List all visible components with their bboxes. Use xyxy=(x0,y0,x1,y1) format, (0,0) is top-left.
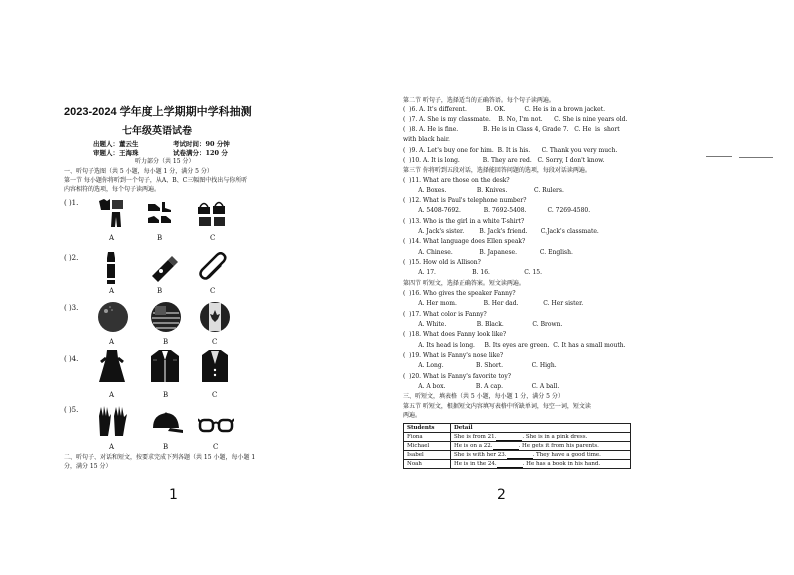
detail-before: He is on a 22. xyxy=(454,442,493,449)
list-item: A. Its head is long. B. Its eyes are green. C. It has a small mouth. xyxy=(403,342,626,349)
list-item: ( )6. A. It's different. B. OK. C. He is in a brown jacket. xyxy=(403,106,606,113)
detail-before: She is from 21. xyxy=(454,433,497,440)
part3-heading: 第三节 你将听到五段对话，选择能回答问题的选项，每段对话读两遍。 xyxy=(403,167,591,174)
option-label: A xyxy=(109,287,115,295)
list-item: ( )19. What is Fanny's nose like? xyxy=(403,352,504,359)
student-name: Michael xyxy=(404,442,451,451)
section1-instruction-2: 内容相符的选项，每个句子读两遍。 xyxy=(64,186,161,193)
table-row xyxy=(404,460,631,469)
detail-cell xyxy=(451,460,631,469)
option-label: B xyxy=(157,234,163,242)
full-score: 试卷满分：120 分 xyxy=(173,149,228,157)
answer-blank[interactable] xyxy=(507,452,533,459)
option-label: A xyxy=(109,443,115,451)
question-number: ( )2. xyxy=(64,254,79,262)
option-label: C xyxy=(210,287,216,295)
usb-drive-icon xyxy=(148,252,174,282)
clothes-icon xyxy=(98,198,124,228)
option-label: A xyxy=(109,234,115,242)
page-number: 1 xyxy=(169,487,178,503)
table-row xyxy=(404,433,631,442)
list-item: ( )13. Who is the girl in a white T-shirt? xyxy=(403,218,525,225)
detail-after: . She is in a pink dress. xyxy=(522,433,588,440)
page-number: 2 xyxy=(497,487,506,503)
list-item: A. 17. B. 16. C. 15. xyxy=(403,269,543,276)
detail-before: He is in the 24. xyxy=(454,460,497,467)
option-label: A xyxy=(109,391,115,399)
answer-blank[interactable] xyxy=(497,461,523,468)
detail-after: . He has a book in his hand. xyxy=(522,460,601,467)
paper-clip-icon xyxy=(198,252,224,282)
list-item: ( )10. A. It is long. B. They are red. C. Sorry, I don't know. xyxy=(403,157,605,164)
exam-time: 考试时间：90 分钟 xyxy=(173,140,230,148)
list-item: ( )9. A. Let's buy one for him. B. It is his. C. Thank you very much. xyxy=(403,147,618,154)
section1-heading: 一、听句子选图（共 5 小题，每小题 1 分，满分 5 分） xyxy=(64,168,213,175)
list-item: A. Her mom. B. Her dad. C. Her sister. xyxy=(403,300,584,307)
part5-instruction-1: 第五节 听短文，根据短文内容填写表格中所缺单词，每空一词，短文读 xyxy=(403,403,591,410)
student-name: Isabel xyxy=(404,451,451,460)
table-row xyxy=(404,442,631,451)
option-label: B xyxy=(163,443,169,451)
table-row xyxy=(404,451,631,460)
cap-icon xyxy=(150,410,184,436)
detail-cell xyxy=(451,451,631,460)
section3-heading: 三、听短文，填表格（共 5 小题，每小题 1 分，满分 5 分） xyxy=(403,393,564,400)
list-item: A. 5408-7692. B. 7692-5408. C. 7269-4580. xyxy=(403,207,591,214)
list-item: ( )11. What are those on the desk? xyxy=(403,177,510,184)
part2-heading: 第二节 听句子，选择适当的正确答语。每个句子读两遍。 xyxy=(403,97,555,104)
list-item: A. White. B. Black. C. Brown. xyxy=(403,321,563,328)
option-label: C xyxy=(213,443,219,451)
shoes-icon xyxy=(146,198,172,228)
section2-heading-line2: 分，满分 15 分） xyxy=(64,463,112,470)
crayon-icon xyxy=(104,250,130,280)
section1-instruction-1: 第一节 每小题你将听到一个句子，从A、B、C三幅图中找出与你所听 xyxy=(64,177,248,184)
dress-icon xyxy=(98,348,126,384)
list-item: ( )7. A. She is my classmate. B. No, I'm not. C. She is nine years old. xyxy=(403,116,628,123)
part5-instruction-2: 两遍。 xyxy=(403,412,422,419)
column-header: Students xyxy=(404,424,451,433)
list-item: ( )18. What does Fanny look like? xyxy=(403,331,507,338)
exam-title: 2023-2024 学年度上学期期中学科抽测 xyxy=(64,106,252,118)
list-item: ( )17. What color is Fanny? xyxy=(403,311,487,318)
detail-cell xyxy=(451,442,631,451)
glasses-icon xyxy=(198,414,234,436)
part4-heading: 第四节 听短文，选择正确答案。短文读两遍。 xyxy=(403,280,525,287)
option-label: C xyxy=(212,338,218,346)
reviewer: 审题人：王海珠 xyxy=(93,149,139,157)
answer-blank[interactable] xyxy=(496,434,522,441)
answer-blank[interactable] xyxy=(493,443,519,450)
answer-table xyxy=(403,423,631,469)
list-item: ( )20. What is Fanny's favorite toy? xyxy=(403,373,511,380)
right-page xyxy=(397,0,794,575)
option-label: C xyxy=(212,391,218,399)
question-number: ( )5. xyxy=(64,406,79,414)
detail-after: . They have a good time. xyxy=(532,451,601,458)
divider xyxy=(739,157,773,158)
option-label: B xyxy=(163,391,169,399)
question-number: ( )3. xyxy=(64,304,79,312)
detail-cell xyxy=(451,433,631,442)
detail-after: . He gets it from his parents. xyxy=(518,442,599,449)
bags-icon xyxy=(197,198,223,228)
list-item: ( )15. How old is Allison? xyxy=(403,259,481,266)
list-item: ( )12. What is Paul's telephone number? xyxy=(403,197,527,204)
column-header: Detail xyxy=(451,424,631,433)
listening-part-label: 听力部分（共 15 分） xyxy=(135,158,195,165)
list-item: ( )8. A. He is fine. B. He is in Class 4, Grade 7. C. He is short xyxy=(403,126,620,133)
list-item: ( )14. What language does Ellen speak? xyxy=(403,238,526,245)
exam-subtitle: 七年级英语试卷 xyxy=(122,126,192,137)
usa-flag-ball-icon xyxy=(150,301,182,333)
list-item: A. A box. B. A cap. C. A ball. xyxy=(403,383,560,390)
setter: 出题人：董云生 xyxy=(93,140,139,148)
option-label: A xyxy=(109,338,115,346)
jacket-icon xyxy=(149,348,181,384)
table-header-row xyxy=(404,424,631,433)
canada-flag-ball-icon xyxy=(199,301,231,333)
option-label: B xyxy=(163,338,169,346)
divider xyxy=(706,156,732,157)
option-label: C xyxy=(210,234,216,242)
list-item: A. Long. B. Short. C. High. xyxy=(403,362,557,369)
student-name: Fiona xyxy=(404,433,451,442)
list-item: with black hair. xyxy=(403,136,450,143)
gloves-icon xyxy=(96,404,130,438)
list-item: A. Jack's sister. B. Jack's friend. C.Jack's classmate. xyxy=(403,228,599,235)
suit-icon xyxy=(200,348,230,384)
list-item: A. Chinese. B. Japanese. C. English. xyxy=(403,249,573,256)
list-item: A. Boxes. B. Knives. C. Rulers. xyxy=(403,187,564,194)
detail-before: She is with her 23. xyxy=(454,451,507,458)
china-flag-ball-icon xyxy=(97,301,129,333)
list-item: ( )16. Who gives the speaker Fanny? xyxy=(403,290,516,297)
question-number: ( )1. xyxy=(64,199,79,207)
question-number: ( )4. xyxy=(64,355,79,363)
student-name: Noah xyxy=(404,460,451,469)
section2-heading-line1: 二、听句子、对话和短文，按要求完成下列各题（共 15 小题，每小题 1 xyxy=(64,454,256,461)
option-label: B xyxy=(157,287,163,295)
